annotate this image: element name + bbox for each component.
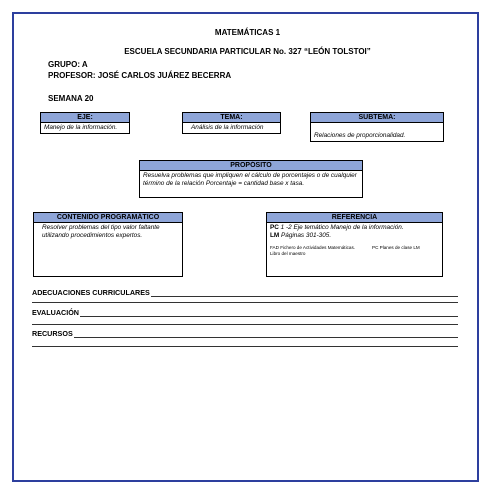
recursos-line [74, 330, 458, 338]
teacher-label: PROFESOR: JOSÉ CARLOS JUÁREZ BECERRA [48, 71, 232, 80]
lm-code: LM [270, 232, 280, 239]
adecuaciones-extra-line [32, 302, 458, 303]
adecuaciones-line [151, 289, 458, 297]
school-title: ESCUELA SECUNDARIA PARTICULAR No. 327 “LEÓN TOLSTOI” [124, 47, 371, 56]
note-fad: FAD Fichero de Actividades Matemáticas. Libro del maestro [270, 245, 356, 256]
pc-code: PC [270, 224, 279, 231]
recursos-field[interactable] [32, 328, 458, 338]
evaluacion-line [80, 309, 458, 317]
proposito-heading: PROPÓSITO [140, 161, 362, 171]
recursos-label: RECURSOS [32, 329, 73, 338]
evaluacion-label: EVALUACIÓN [32, 308, 79, 317]
recursos-extra-line [32, 346, 458, 347]
tema-content: Análisis de la información [191, 124, 264, 131]
referencia-notes [270, 245, 439, 256]
tema-heading: TEMA: [183, 113, 280, 123]
referencia-heading: REFERENCIA [267, 213, 442, 223]
subtema-box [310, 112, 444, 142]
note-pc: PC Planes de clase LM [372, 245, 420, 250]
eje-content: Manejo de la información. [44, 124, 118, 131]
adecuaciones-field[interactable] [32, 287, 458, 297]
tema-box [182, 112, 281, 134]
subtema-content: Relaciones de proporcionalidad. [314, 132, 406, 139]
subject-title: MATEMÁTICAS 1 [214, 28, 281, 37]
eje-box [40, 112, 130, 134]
proposito-box [139, 160, 363, 198]
contenido-content: Resolver problemas del tipo valor faltante utilizando procedimientos expertos. [42, 224, 160, 239]
contenido-heading: CONTENIDO PROGRAMÁTICO [34, 213, 182, 223]
referencia-lm-line [270, 232, 439, 240]
referencia-pc-line [270, 224, 439, 232]
subtema-heading: SUBTEMA: [311, 113, 443, 123]
referencia-box [266, 212, 443, 277]
proposito-content: Resuelva problemas que impliquen el cálculo de porcentajes o de cualquier término de la relación Porcentaje = cantidad base x tasa. [143, 172, 357, 187]
adecuaciones-label: ADECUACIONES CURRICULARES [32, 288, 150, 297]
eje-heading: EJE: [41, 113, 129, 123]
pc-text: 1 -2 Eje temático Manejo de la información. [280, 224, 404, 231]
contenido-box [33, 212, 183, 277]
evaluacion-field[interactable] [32, 307, 458, 317]
evaluacion-extra-line [32, 324, 458, 325]
group-label: GRUPO: A [48, 60, 88, 69]
week-label: SEMANA 20 [48, 94, 94, 103]
referencia-body [267, 223, 442, 257]
lm-text: Páginas 301-305. [281, 232, 332, 239]
